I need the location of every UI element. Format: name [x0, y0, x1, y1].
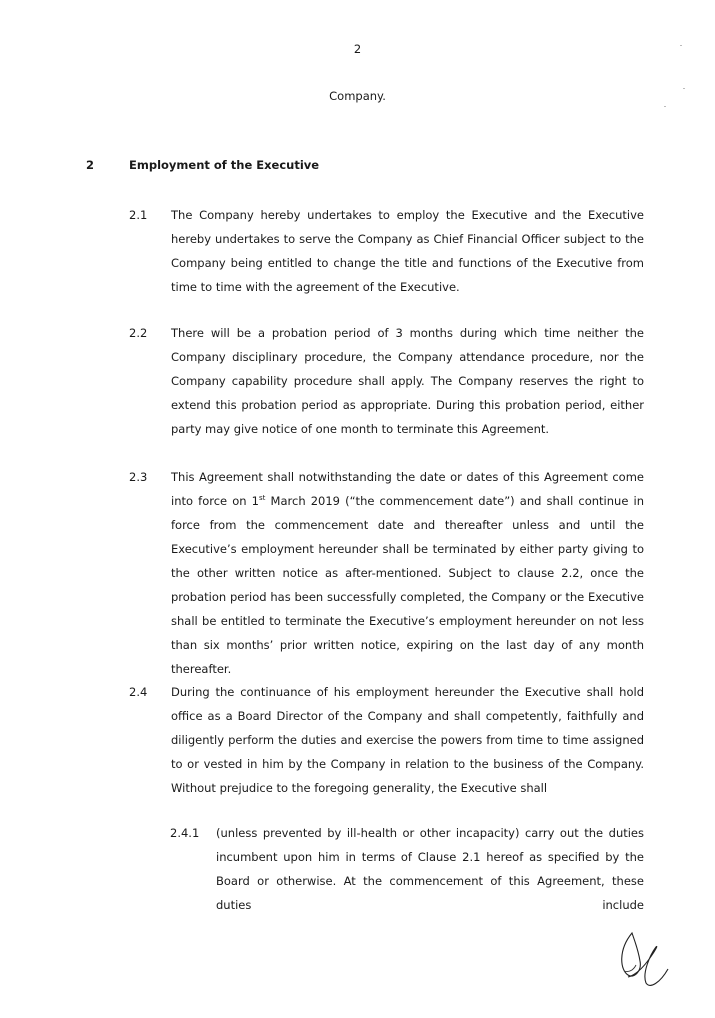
- clause-2-4: [129, 680, 644, 800]
- clause-number: 2.1: [129, 208, 148, 222]
- subclause-text: (unless prevented by ill-health or other incapacity) carry out the duties incumbent upon him in terms of Clause 2.1 hereof as specified by the Board or otherwise. At the commencement of this Agreement, these duties include: [216, 826, 644, 912]
- clause-number: 2.2: [129, 326, 148, 340]
- clause-2-1: [129, 203, 644, 299]
- page-number: 2: [353, 42, 362, 56]
- clause-2-2: [129, 321, 644, 441]
- scan-speck: [664, 106, 666, 107]
- subclause-number: 2.4.1: [170, 826, 200, 840]
- clause-number: 2.3: [129, 470, 148, 484]
- clause-number: 2.4: [129, 685, 148, 699]
- clause-text: There will be a probation period of 3 months during which time neither the Company disciplinary procedure, the Company attendance procedure, nor the Company capability procedure shall apply. The Company reserves the right to extend this probation period as appropriate. During this probation period, either party may give notice of one month to terminate this Agreement.: [171, 326, 644, 436]
- subclause-2-4-1: [170, 821, 644, 917]
- clause-text-part: This Agreement shall notwithstanding the date or dates of this Agreement come into force on 1: [171, 470, 644, 508]
- clause-text: The Company hereby undertakes to employ the Executive and the Executive hereby undertakes to serve the Company as Chief Financial Officer subject to the Company being entitled to change the title and functions of the Executive from time to time with the agreement of the Executive.: [171, 208, 644, 294]
- handwritten-initials-icon: [610, 925, 680, 995]
- ordinal-superscript: st: [259, 494, 266, 503]
- scan-speck: [680, 45, 682, 46]
- clause-text: [171, 465, 644, 681]
- section-title: Employment of the Executive: [129, 158, 320, 172]
- clause-text-part: March 2019 (“the commencement date”) and shall continue in force from the commencement date and thereafter unless and until the Executive’s employment hereunder shall be terminated by either party giving to the other written notice as after-mentioned. Subject to clause 2.2, once the probation period has been successfully completed, the Company or the Executive shall be entitled to terminate the Executive’s employment hereunder on not less than six months’ prior written notice, expiring on the last day of any month thereafter.: [171, 494, 644, 676]
- clause-2-3: [129, 465, 644, 681]
- continuation-text: Company.: [329, 89, 386, 103]
- scan-speck: [683, 88, 685, 89]
- section-number: 2: [86, 158, 95, 172]
- clause-text: During the continuance of his employment hereunder the Executive shall hold office as a Board Director of the Company and shall competently, faithfully and diligently perform the duties and exercise the powers from time to time assigned to or vested in him by the Company in relation to the business of the Company. Without prejudice to the foregoing generality, the Executive shall: [171, 685, 644, 795]
